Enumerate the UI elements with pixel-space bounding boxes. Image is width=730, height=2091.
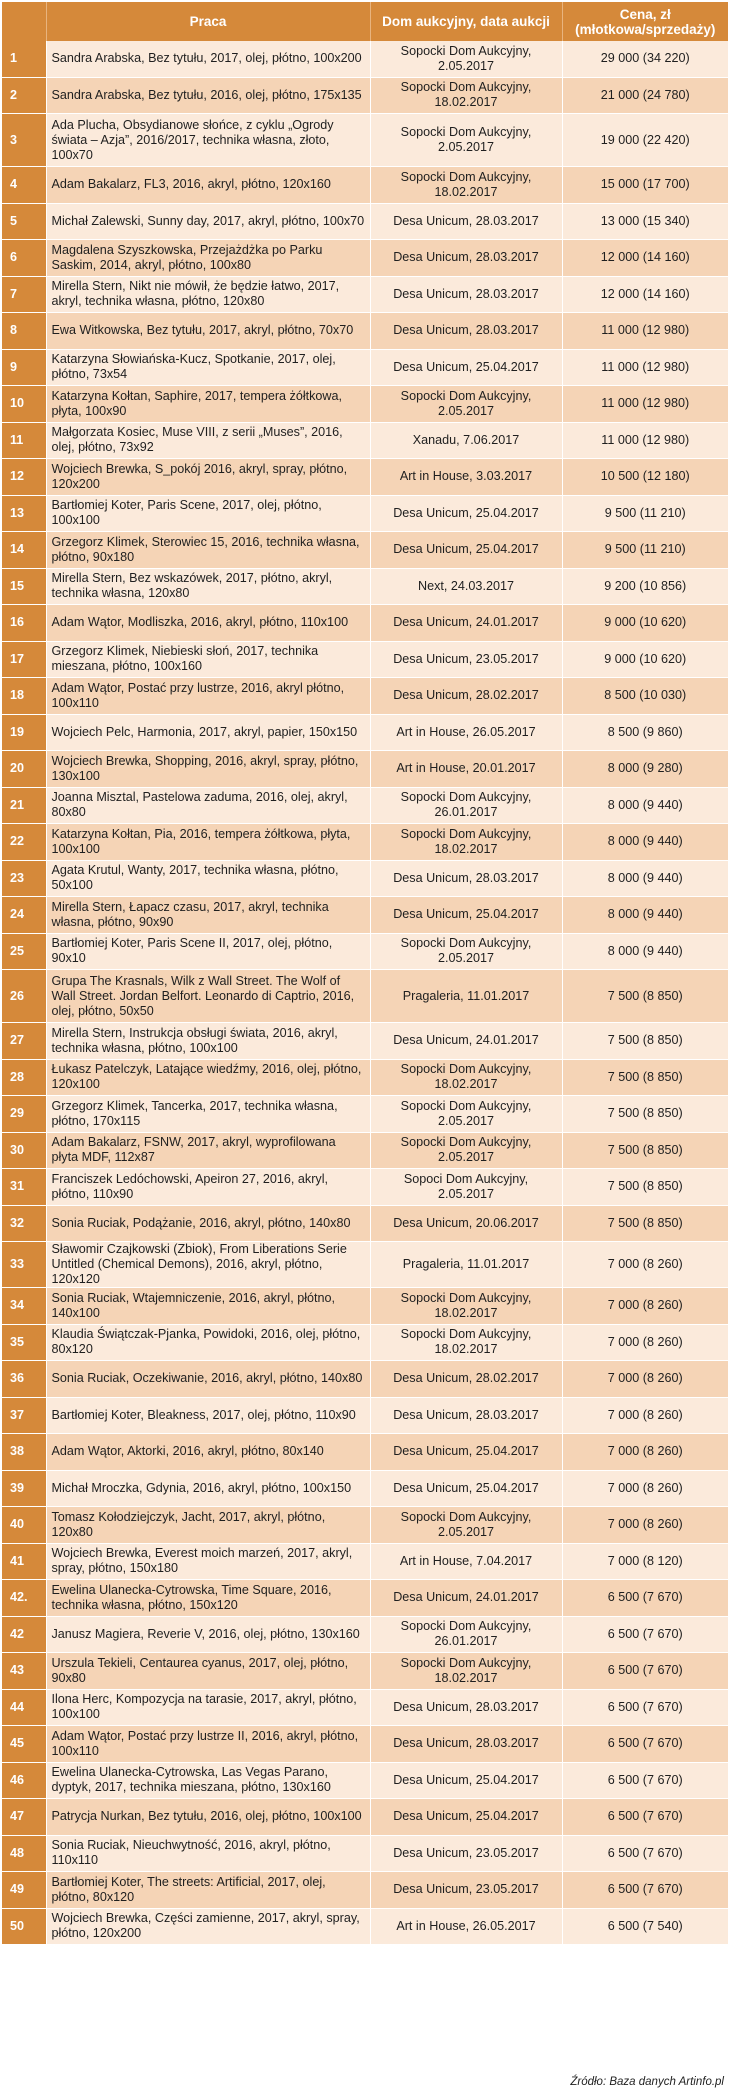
row-work: Joanna Misztal, Pastelowa zaduma, 2016, olej, akryl, 80x80	[46, 787, 370, 824]
row-work: Mirella Stern, Łapacz czasu, 2017, akryl, technika własna, płótno, 90x90	[46, 897, 370, 934]
row-number: 28	[2, 1059, 46, 1096]
row-auction-house: Desa Unicum, 25.04.2017	[370, 897, 562, 934]
row-auction-house: Desa Unicum, 28.03.2017	[370, 313, 562, 350]
row-number: 12	[2, 459, 46, 496]
row-price: 7 000 (8 260)	[562, 1242, 728, 1288]
row-auction-house: Art in House, 20.01.2017	[370, 751, 562, 788]
row-auction-house: Desa Unicum, 28.02.2017	[370, 678, 562, 715]
table-row	[2, 605, 728, 642]
table-row	[2, 386, 728, 423]
row-price: 6 500 (7 670)	[562, 1762, 728, 1799]
row-work: Wojciech Brewka, S_pokój 2016, akryl, spray, płótno, 120x200	[46, 459, 370, 496]
row-number: 50	[2, 1908, 46, 1945]
table-row	[2, 1872, 728, 1909]
row-number: 49	[2, 1872, 46, 1909]
row-price: 6 500 (7 670)	[562, 1835, 728, 1872]
row-auction-house: Sopocki Dom Aukcyjny, 18.02.2017	[370, 77, 562, 114]
row-price: 29 000 (34 220)	[562, 41, 728, 77]
auction-results-table	[2, 2, 728, 1945]
row-auction-house: Desa Unicum, 23.05.2017	[370, 1872, 562, 1909]
header-work: Praca	[46, 2, 370, 41]
row-number: 35	[2, 1324, 46, 1361]
table-row	[2, 1059, 728, 1096]
row-number: 3	[2, 114, 46, 167]
row-auction-house: Next, 24.03.2017	[370, 568, 562, 605]
table-row	[2, 568, 728, 605]
table-row	[2, 1288, 728, 1325]
row-work: Michał Mroczka, Gdynia, 2016, akryl, płótno, 100x150	[46, 1470, 370, 1507]
row-price: 6 500 (7 670)	[562, 1653, 728, 1690]
row-number: 4	[2, 167, 46, 204]
table-row	[2, 1361, 728, 1398]
row-number: 30	[2, 1132, 46, 1169]
row-number: 24	[2, 897, 46, 934]
row-work: Grupa The Krasnals, Wilk z Wall Street. The Wolf of Wall Street. Jordan Belfort. Leonardo di Captrio, 2016, olej, płótno, 50x50	[46, 970, 370, 1023]
row-number: 7	[2, 276, 46, 313]
table-row	[2, 1653, 728, 1690]
row-work: Tomasz Kołodziejczyk, Jacht, 2017, akryl, płótno, 120x80	[46, 1507, 370, 1544]
row-auction-house: Desa Unicum, 23.05.2017	[370, 641, 562, 678]
row-number: 48	[2, 1835, 46, 1872]
row-work: Patrycja Nurkan, Bez tytułu, 2016, olej, płótno, 100x100	[46, 1799, 370, 1836]
row-work: Sandra Arabska, Bez tytułu, 2017, olej, płótno, 100x200	[46, 41, 370, 77]
row-work: Adam Wątor, Aktorki, 2016, akryl, płótno, 80x140	[46, 1434, 370, 1471]
row-auction-house: Sopocki Dom Aukcyjny, 2.05.2017	[370, 1096, 562, 1133]
row-price: 19 000 (22 420)	[562, 114, 728, 167]
row-price: 8 000 (9 440)	[562, 933, 728, 970]
row-auction-house: Art in House, 3.03.2017	[370, 459, 562, 496]
row-price: 7 500 (8 850)	[562, 1023, 728, 1060]
table-row	[2, 167, 728, 204]
table-row	[2, 1507, 728, 1544]
row-auction-house: Sopocki Dom Aukcyjny, 2.05.2017	[370, 114, 562, 167]
row-auction-house: Desa Unicum, 24.01.2017	[370, 1580, 562, 1617]
row-price: 7 500 (8 850)	[562, 1096, 728, 1133]
row-number: 44	[2, 1689, 46, 1726]
table-row	[2, 1908, 728, 1945]
row-auction-house: Desa Unicum, 28.03.2017	[370, 1397, 562, 1434]
row-auction-house: Desa Unicum, 28.03.2017	[370, 240, 562, 277]
row-auction-house: Desa Unicum, 25.04.2017	[370, 349, 562, 386]
row-work: Mirella Stern, Instrukcja obsługi świata, 2016, akryl, technika własna, płótno, 100x100	[46, 1023, 370, 1060]
row-work: Ewa Witkowska, Bez tytułu, 2017, akryl, płótno, 70x70	[46, 313, 370, 350]
row-price: 7 500 (8 850)	[562, 970, 728, 1023]
row-auction-house: Sopocki Dom Aukcyjny, 2.05.2017	[370, 1507, 562, 1544]
table-row	[2, 751, 728, 788]
row-price: 6 500 (7 670)	[562, 1726, 728, 1763]
row-price: 8 500 (9 860)	[562, 714, 728, 751]
row-price: 11 000 (12 980)	[562, 313, 728, 350]
row-work: Małgorzata Kosiec, Muse VIII, z serii „Muses”, 2016, olej, płótno, 73x92	[46, 422, 370, 459]
row-work: Ilona Herc, Kompozycja na tarasie, 2017, akryl, płótno, 100x100	[46, 1689, 370, 1726]
row-price: 12 000 (14 160)	[562, 276, 728, 313]
row-auction-house: Sopocki Dom Aukcyjny, 18.02.2017	[370, 167, 562, 204]
table-row	[2, 41, 728, 77]
row-work: Sonia Ruciak, Nieuchwytność, 2016, akryl, płótno, 110x110	[46, 1835, 370, 1872]
row-work: Grzegorz Klimek, Niebieski słoń, 2017, technika mieszana, płótno, 100x160	[46, 641, 370, 678]
row-price: 9 500 (11 210)	[562, 495, 728, 532]
row-work: Wojciech Brewka, Części zamienne, 2017, akryl, spray, płótno, 120x200	[46, 1908, 370, 1945]
table-row	[2, 1397, 728, 1434]
row-auction-house: Desa Unicum, 24.01.2017	[370, 1023, 562, 1060]
row-price: 6 500 (7 540)	[562, 1908, 728, 1945]
table-row	[2, 897, 728, 934]
row-price: 7 500 (8 850)	[562, 1132, 728, 1169]
row-number: 42	[2, 1616, 46, 1653]
table-row	[2, 495, 728, 532]
row-number: 14	[2, 532, 46, 569]
header-auction-house: Dom aukcyjny, data aukcji	[370, 2, 562, 41]
table-row	[2, 1799, 728, 1836]
row-number: 26	[2, 970, 46, 1023]
table-row	[2, 459, 728, 496]
row-number: 45	[2, 1726, 46, 1763]
table-row	[2, 824, 728, 861]
row-work: Wojciech Pelc, Harmonia, 2017, akryl, papier, 150x150	[46, 714, 370, 751]
row-auction-house: Pragaleria, 11.01.2017	[370, 970, 562, 1023]
table-row	[2, 1096, 728, 1133]
table-row	[2, 276, 728, 313]
row-price: 8 500 (10 030)	[562, 678, 728, 715]
row-price: 21 000 (24 780)	[562, 77, 728, 114]
row-work: Klaudia Świątczak-Pjanka, Powidoki, 2016, olej, płótno, 80x120	[46, 1324, 370, 1361]
table-row	[2, 203, 728, 240]
table-row	[2, 1023, 728, 1060]
row-auction-house: Sopocki Dom Aukcyjny, 2.05.2017	[370, 386, 562, 423]
row-number: 38	[2, 1434, 46, 1471]
row-work: Katarzyna Słowiańska-Kucz, Spotkanie, 2017, olej, płótno, 73x54	[46, 349, 370, 386]
row-number: 9	[2, 349, 46, 386]
row-number: 22	[2, 824, 46, 861]
table-row	[2, 1169, 728, 1206]
row-auction-house: Art in House, 26.05.2017	[370, 1908, 562, 1945]
row-price: 7 000 (8 260)	[562, 1361, 728, 1398]
row-auction-house: Desa Unicum, 28.03.2017	[370, 1689, 562, 1726]
row-work: Urszula Tekieli, Centaurea cyanus, 2017, olej, płótno, 90x80	[46, 1653, 370, 1690]
row-price: 7 000 (8 260)	[562, 1324, 728, 1361]
row-number: 13	[2, 495, 46, 532]
row-number: 32	[2, 1205, 46, 1242]
row-work: Adam Wątor, Postać przy lustrze II, 2016, akryl, płótno, 100x110	[46, 1726, 370, 1763]
row-work: Adam Wątor, Postać przy lustrze, 2016, akryl płótno, 100x110	[46, 678, 370, 715]
table-row	[2, 1543, 728, 1580]
row-price: 7 500 (8 850)	[562, 1169, 728, 1206]
table-row	[2, 349, 728, 386]
row-price: 6 500 (7 670)	[562, 1872, 728, 1909]
row-auction-house: Desa Unicum, 28.03.2017	[370, 860, 562, 897]
row-auction-house: Desa Unicum, 23.05.2017	[370, 1835, 562, 1872]
row-number: 5	[2, 203, 46, 240]
row-work: Katarzyna Kołtan, Saphire, 2017, tempera żółtkowa, płyta, 100x90	[46, 386, 370, 423]
table-row	[2, 532, 728, 569]
row-number: 2	[2, 77, 46, 114]
row-number: 33	[2, 1242, 46, 1288]
table-row	[2, 1580, 728, 1617]
row-auction-house: Desa Unicum, 25.04.2017	[370, 1470, 562, 1507]
row-number: 19	[2, 714, 46, 751]
row-auction-house: Sopocki Dom Aukcyjny, 18.02.2017	[370, 824, 562, 861]
row-number: 43	[2, 1653, 46, 1690]
table-row	[2, 787, 728, 824]
row-price: 8 000 (9 440)	[562, 897, 728, 934]
row-auction-house: Sopocki Dom Aukcyjny, 2.05.2017	[370, 41, 562, 77]
table-row	[2, 1470, 728, 1507]
row-price: 8 000 (9 280)	[562, 751, 728, 788]
table-row	[2, 1762, 728, 1799]
row-work: Ewelina Ulanecka-Cytrowska, Las Vegas Parano, dyptyk, 2017, technika mieszana, płótno, 130x160	[46, 1762, 370, 1799]
row-work: Bartłomiej Koter, The streets: Artificial, 2017, olej, płótno, 80x120	[46, 1872, 370, 1909]
table-row	[2, 1689, 728, 1726]
row-work: Mirella Stern, Nikt nie mówił, że będzie łatwo, 2017, akryl, technika własna, płótno, 120x80	[46, 276, 370, 313]
row-price: 9 500 (11 210)	[562, 532, 728, 569]
row-auction-house: Desa Unicum, 25.04.2017	[370, 495, 562, 532]
row-number: 42.	[2, 1580, 46, 1617]
row-number: 37	[2, 1397, 46, 1434]
header-number	[2, 2, 46, 41]
row-number: 39	[2, 1470, 46, 1507]
row-price: 6 500 (7 670)	[562, 1616, 728, 1653]
row-price: 9 200 (10 856)	[562, 568, 728, 605]
row-work: Wojciech Brewka, Shopping, 2016, akryl, spray, płótno, 130x100	[46, 751, 370, 788]
header-price: Cena, zł (młotkowa/sprzedaży)	[562, 2, 728, 41]
row-number: 36	[2, 1361, 46, 1398]
table-row	[2, 1242, 728, 1288]
row-work: Grzegorz Klimek, Tancerka, 2017, technika własna, płótno, 170x115	[46, 1096, 370, 1133]
row-work: Sandra Arabska, Bez tytułu, 2016, olej, płótno, 175x135	[46, 77, 370, 114]
row-number: 23	[2, 860, 46, 897]
row-price: 6 500 (7 670)	[562, 1580, 728, 1617]
row-price: 8 000 (9 440)	[562, 787, 728, 824]
source-note: Źródło: Baza danych Artinfo.pl	[570, 2076, 724, 2088]
row-work: Franciszek Ledóchowski, Apeiron 27, 2016, akryl, płótno, 110x90	[46, 1169, 370, 1206]
row-auction-house: Desa Unicum, 25.04.2017	[370, 1799, 562, 1836]
row-work: Wojciech Brewka, Everest moich marzeń, 2017, akryl, spray, płótno, 150x180	[46, 1543, 370, 1580]
table-row	[2, 714, 728, 751]
row-work: Michał Zalewski, Sunny day, 2017, akryl, płótno, 100x70	[46, 203, 370, 240]
row-auction-house: Desa Unicum, 28.03.2017	[370, 1726, 562, 1763]
row-number: 40	[2, 1507, 46, 1544]
row-work: Adam Bakalarz, FSNW, 2017, akryl, wyprofilowana płyta MDF, 112x87	[46, 1132, 370, 1169]
row-auction-house: Art in House, 7.04.2017	[370, 1543, 562, 1580]
row-number: 15	[2, 568, 46, 605]
row-work: Adam Bakalarz, FL3, 2016, akryl, płótno, 120x160	[46, 167, 370, 204]
row-auction-house: Sopocki Dom Aukcyjny, 18.02.2017	[370, 1653, 562, 1690]
row-price: 11 000 (12 980)	[562, 386, 728, 423]
row-price: 10 500 (12 180)	[562, 459, 728, 496]
table-row	[2, 1132, 728, 1169]
row-price: 7 000 (8 260)	[562, 1288, 728, 1325]
table-row	[2, 678, 728, 715]
row-price: 8 000 (9 440)	[562, 860, 728, 897]
row-work: Łukasz Patelczyk, Latające wiedźmy, 2016, olej, płótno, 120x100	[46, 1059, 370, 1096]
row-number: 21	[2, 787, 46, 824]
table-row	[2, 1324, 728, 1361]
row-number: 31	[2, 1169, 46, 1206]
row-auction-house: Sopocki Dom Aukcyjny, 18.02.2017	[370, 1059, 562, 1096]
table-row	[2, 1616, 728, 1653]
row-auction-house: Desa Unicum, 25.04.2017	[370, 1762, 562, 1799]
row-number: 18	[2, 678, 46, 715]
row-work: Sonia Ruciak, Oczekiwanie, 2016, akryl, płótno, 140x80	[46, 1361, 370, 1398]
row-price: 7 000 (8 260)	[562, 1470, 728, 1507]
row-price: 7 000 (8 260)	[562, 1507, 728, 1544]
row-number: 1	[2, 41, 46, 77]
row-work: Sonia Ruciak, Wtajemniczenie, 2016, akryl, płótno, 140x100	[46, 1288, 370, 1325]
row-work: Sonia Ruciak, Podążanie, 2016, akryl, płótno, 140x80	[46, 1205, 370, 1242]
table-row	[2, 1726, 728, 1763]
row-auction-house: Sopocki Dom Aukcyjny, 26.01.2017	[370, 787, 562, 824]
row-auction-house: Pragaleria, 11.01.2017	[370, 1242, 562, 1288]
row-work: Ada Plucha, Obsydianowe słońce, z cyklu „Ogrody świata – Azja”, 2016/2017, technika własna, złoto, 100x70	[46, 114, 370, 167]
row-number: 20	[2, 751, 46, 788]
row-price: 7 000 (8 260)	[562, 1397, 728, 1434]
row-price: 9 000 (10 620)	[562, 641, 728, 678]
row-auction-house: Sopocki Dom Aukcyjny, 2.05.2017	[370, 933, 562, 970]
row-price: 12 000 (14 160)	[562, 240, 728, 277]
row-number: 46	[2, 1762, 46, 1799]
row-price: 11 000 (12 980)	[562, 422, 728, 459]
row-auction-house: Sopocki Dom Aukcyjny, 18.02.2017	[370, 1288, 562, 1325]
table-row	[2, 1835, 728, 1872]
row-auction-house: Desa Unicum, 20.06.2017	[370, 1205, 562, 1242]
row-work: Katarzyna Kołtan, Pia, 2016, tempera żółtkowa, płyta, 100x100	[46, 824, 370, 861]
row-auction-house: Sopocki Dom Aukcyjny, 2.05.2017	[370, 1132, 562, 1169]
table-row	[2, 1205, 728, 1242]
row-price: 7 500 (8 850)	[562, 1059, 728, 1096]
row-number: 8	[2, 313, 46, 350]
row-number: 41	[2, 1543, 46, 1580]
row-number: 11	[2, 422, 46, 459]
row-work: Agata Krutul, Wanty, 2017, technika własna, płótno, 50x100	[46, 860, 370, 897]
row-auction-house: Art in House, 26.05.2017	[370, 714, 562, 751]
table-row	[2, 240, 728, 277]
row-number: 25	[2, 933, 46, 970]
row-number: 47	[2, 1799, 46, 1836]
row-auction-house: Sopocki Dom Aukcyjny, 26.01.2017	[370, 1616, 562, 1653]
row-number: 6	[2, 240, 46, 277]
table-header	[2, 2, 728, 41]
row-auction-house: Sopoci Dom Aukcyjny, 2.05.2017	[370, 1169, 562, 1206]
table-row	[2, 313, 728, 350]
row-number: 34	[2, 1288, 46, 1325]
row-work: Bartłomiej Koter, Paris Scene II, 2017, olej, płótno, 90x10	[46, 933, 370, 970]
row-price: 6 500 (7 670)	[562, 1689, 728, 1726]
table-row	[2, 860, 728, 897]
row-work: Adam Wątor, Modliszka, 2016, akryl, płótno, 110x100	[46, 605, 370, 642]
row-work: Mirella Stern, Bez wskazówek, 2017, płótno, akryl, technika własna, 120x80	[46, 568, 370, 605]
row-price: 9 000 (10 620)	[562, 605, 728, 642]
row-work: Magdalena Szyszkowska, Przejażdżka po Parku Saskim, 2014, akryl, płótno, 100x80	[46, 240, 370, 277]
row-work: Sławomir Czajkowski (Zbiok), From Liberations Serie Untitled (Chemical Demons), 2016, akryl, płótno, 120x120	[46, 1242, 370, 1288]
row-number: 29	[2, 1096, 46, 1133]
table-row	[2, 77, 728, 114]
row-work: Janusz Magiera, Reverie V, 2016, olej, płótno, 130x160	[46, 1616, 370, 1653]
table-row	[2, 114, 728, 167]
row-price: 7 500 (8 850)	[562, 1205, 728, 1242]
row-price: 8 000 (9 440)	[562, 824, 728, 861]
row-work: Bartłomiej Koter, Bleakness, 2017, olej, płótno, 110x90	[46, 1397, 370, 1434]
table-row	[2, 641, 728, 678]
table-row	[2, 1434, 728, 1471]
row-number: 27	[2, 1023, 46, 1060]
row-price: 7 000 (8 260)	[562, 1434, 728, 1471]
header-row	[2, 2, 728, 41]
row-work: Grzegorz Klimek, Sterowiec 15, 2016, technika własna, płótno, 90x180	[46, 532, 370, 569]
table-row	[2, 933, 728, 970]
row-number: 16	[2, 605, 46, 642]
row-auction-house: Xanadu, 7.06.2017	[370, 422, 562, 459]
row-price: 11 000 (12 980)	[562, 349, 728, 386]
row-auction-house: Desa Unicum, 25.04.2017	[370, 1434, 562, 1471]
row-price: 15 000 (17 700)	[562, 167, 728, 204]
row-auction-house: Desa Unicum, 28.03.2017	[370, 276, 562, 313]
row-price: 13 000 (15 340)	[562, 203, 728, 240]
row-work: Bartłomiej Koter, Paris Scene, 2017, olej, płótno, 100x100	[46, 495, 370, 532]
row-number: 10	[2, 386, 46, 423]
table-body	[2, 41, 728, 1945]
row-auction-house: Desa Unicum, 25.04.2017	[370, 532, 562, 569]
row-auction-house: Desa Unicum, 28.02.2017	[370, 1361, 562, 1398]
row-number: 17	[2, 641, 46, 678]
row-price: 7 000 (8 120)	[562, 1543, 728, 1580]
row-work: Ewelina Ulanecka-Cytrowska, Time Square, 2016, technika własna, płótno, 150x120	[46, 1580, 370, 1617]
table-row	[2, 422, 728, 459]
row-auction-house: Sopocki Dom Aukcyjny, 18.02.2017	[370, 1324, 562, 1361]
row-price: 6 500 (7 670)	[562, 1799, 728, 1836]
row-auction-house: Desa Unicum, 24.01.2017	[370, 605, 562, 642]
row-auction-house: Desa Unicum, 28.03.2017	[370, 203, 562, 240]
table-row	[2, 970, 728, 1023]
